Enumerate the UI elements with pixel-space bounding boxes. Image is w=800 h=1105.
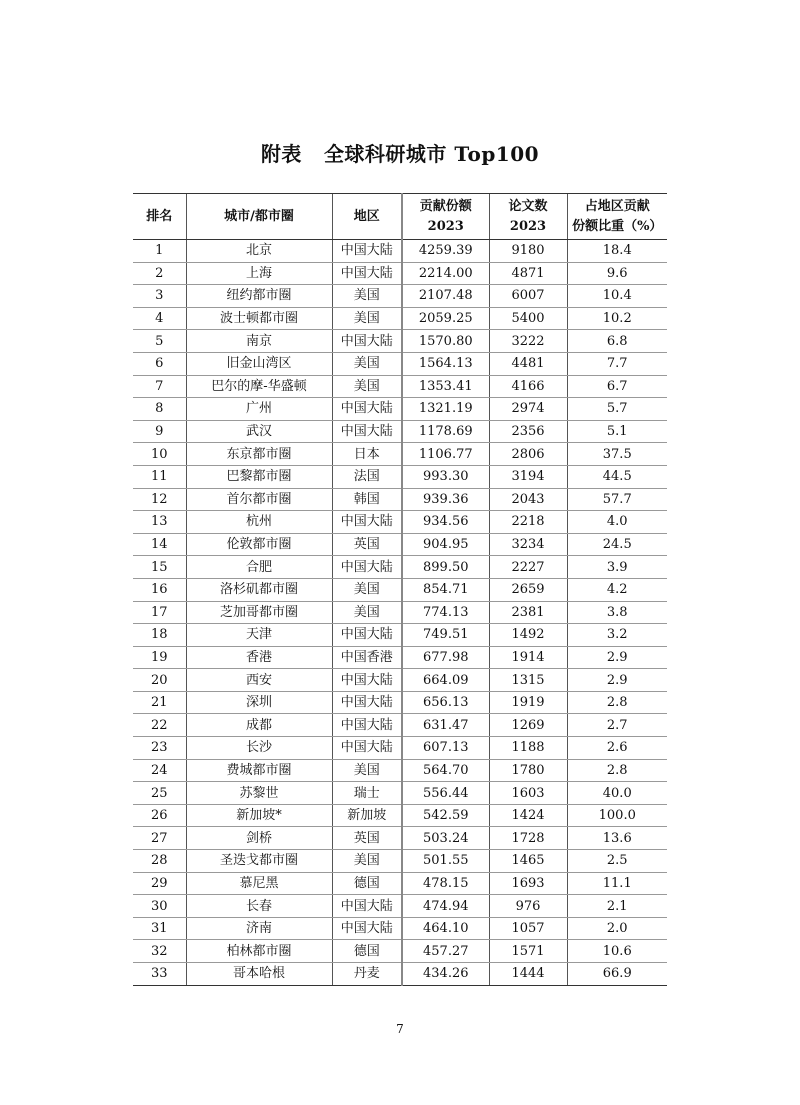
cell-region: 中国大陆	[332, 669, 402, 692]
cell-share-ratio: 2.9	[567, 646, 667, 669]
cell-paper-count: 976	[489, 895, 567, 918]
cell-rank: 28	[133, 850, 186, 873]
cell-city: 香港	[186, 646, 332, 669]
cell-share-ratio: 2.7	[567, 714, 667, 737]
cell-paper-count: 2381	[489, 601, 567, 624]
header-row	[133, 194, 667, 240]
table-row	[133, 804, 667, 827]
cell-share-ratio: 6.8	[567, 330, 667, 353]
cell-contribution-share: 478.15	[402, 872, 489, 895]
cell-region: 中国大陆	[332, 714, 402, 737]
table-row	[133, 601, 667, 624]
cell-city: 长春	[186, 895, 332, 918]
cell-share-ratio: 9.6	[567, 262, 667, 285]
cell-rank: 25	[133, 782, 186, 805]
header-line2: 2023	[427, 218, 464, 234]
cell-city: 巴尔的摩-华盛顿	[186, 375, 332, 398]
cell-contribution-share: 1570.80	[402, 330, 489, 353]
table-row	[133, 895, 667, 918]
cell-paper-count: 1728	[489, 827, 567, 850]
table-row	[133, 827, 667, 850]
cell-city: 圣迭戈都市圈	[186, 850, 332, 873]
cell-paper-count: 4166	[489, 375, 567, 398]
cell-paper-count: 1188	[489, 737, 567, 760]
cell-paper-count: 1603	[489, 782, 567, 805]
table-row	[133, 737, 667, 760]
cell-share-ratio: 2.1	[567, 895, 667, 918]
city-ranking-table	[133, 193, 667, 986]
cell-contribution-share: 656.13	[402, 691, 489, 714]
cell-rank: 11	[133, 465, 186, 488]
cell-rank: 21	[133, 691, 186, 714]
cell-rank: 4	[133, 307, 186, 330]
cell-region: 中国大陆	[332, 420, 402, 443]
header-paper-count	[489, 194, 567, 240]
header-line1: 贡献份额	[419, 198, 472, 214]
cell-rank: 19	[133, 646, 186, 669]
header-line2: 2023	[509, 218, 547, 234]
table-row	[133, 465, 667, 488]
cell-paper-count: 2227	[489, 556, 567, 579]
cell-contribution-share: 1564.13	[402, 352, 489, 375]
cell-region: 中国大陆	[332, 691, 402, 714]
cell-rank: 26	[133, 804, 186, 827]
cell-city: 芝加哥都市圈	[186, 601, 332, 624]
cell-city: 长沙	[186, 737, 332, 760]
cell-region: 美国	[332, 352, 402, 375]
cell-share-ratio: 10.6	[567, 940, 667, 963]
cell-city: 首尔都市圈	[186, 488, 332, 511]
header-line1: 排名	[146, 208, 173, 224]
cell-city: 伦敦都市圈	[186, 533, 332, 556]
cell-rank: 29	[133, 872, 186, 895]
table-body	[133, 240, 667, 986]
cell-rank: 15	[133, 556, 186, 579]
cell-contribution-share: 434.26	[402, 963, 489, 986]
cell-rank: 10	[133, 443, 186, 466]
page-title	[0, 138, 800, 167]
cell-contribution-share: 677.98	[402, 646, 489, 669]
cell-contribution-share: 1178.69	[402, 420, 489, 443]
cell-paper-count: 1780	[489, 759, 567, 782]
cell-city: 慕尼黑	[186, 872, 332, 895]
cell-city: 成都	[186, 714, 332, 737]
cell-city: 哥本哈根	[186, 963, 332, 986]
table-row	[133, 646, 667, 669]
cell-city: 苏黎世	[186, 782, 332, 805]
cell-rank: 27	[133, 827, 186, 850]
cell-city: 纽约都市圈	[186, 285, 332, 308]
cell-region: 中国大陆	[332, 511, 402, 534]
cell-region: 中国大陆	[332, 398, 402, 421]
cell-region: 美国	[332, 578, 402, 601]
header-city	[186, 194, 332, 240]
cell-share-ratio: 13.6	[567, 827, 667, 850]
cell-city: 东京都市圈	[186, 443, 332, 466]
cell-share-ratio: 40.0	[567, 782, 667, 805]
cell-city: 费城都市圈	[186, 759, 332, 782]
cell-paper-count: 5400	[489, 307, 567, 330]
cell-region: 德国	[332, 872, 402, 895]
cell-paper-count: 2356	[489, 420, 567, 443]
table-row	[133, 782, 667, 805]
cell-city: 济南	[186, 917, 332, 940]
header-line1: 城市/都市圈	[224, 208, 294, 224]
cell-region: 日本	[332, 443, 402, 466]
cell-contribution-share: 774.13	[402, 601, 489, 624]
table-row	[133, 940, 667, 963]
cell-contribution-share: 556.44	[402, 782, 489, 805]
cell-city: 天津	[186, 624, 332, 647]
cell-rank: 12	[133, 488, 186, 511]
cell-region: 瑞士	[332, 782, 402, 805]
cell-city: 武汉	[186, 420, 332, 443]
cell-share-ratio: 4.0	[567, 511, 667, 534]
cell-paper-count: 6007	[489, 285, 567, 308]
table-row	[133, 420, 667, 443]
table-row	[133, 488, 667, 511]
table-row	[133, 533, 667, 556]
cell-paper-count: 1571	[489, 940, 567, 963]
cell-share-ratio: 10.2	[567, 307, 667, 330]
table-row	[133, 307, 667, 330]
cell-paper-count: 4481	[489, 352, 567, 375]
cell-share-ratio: 24.5	[567, 533, 667, 556]
table-row	[133, 850, 667, 873]
table-row	[133, 872, 667, 895]
cell-contribution-share: 542.59	[402, 804, 489, 827]
header-line1: 地区	[353, 208, 380, 224]
table-row	[133, 917, 667, 940]
cell-paper-count: 9180	[489, 240, 567, 263]
cell-region: 中国大陆	[332, 330, 402, 353]
cell-region: 中国大陆	[332, 917, 402, 940]
cell-city: 柏林都市圈	[186, 940, 332, 963]
cell-city: 波士顿都市圈	[186, 307, 332, 330]
cell-share-ratio: 100.0	[567, 804, 667, 827]
cell-contribution-share: 749.51	[402, 624, 489, 647]
table-row	[133, 691, 667, 714]
cell-rank: 31	[133, 917, 186, 940]
cell-rank: 17	[133, 601, 186, 624]
cell-paper-count: 1315	[489, 669, 567, 692]
cell-contribution-share: 503.24	[402, 827, 489, 850]
cell-paper-count: 1444	[489, 963, 567, 986]
cell-share-ratio: 66.9	[567, 963, 667, 986]
cell-share-ratio: 5.1	[567, 420, 667, 443]
cell-region: 法国	[332, 465, 402, 488]
header-line1: 占地区贡献	[584, 198, 650, 214]
cell-contribution-share: 993.30	[402, 465, 489, 488]
cell-paper-count: 1693	[489, 872, 567, 895]
cell-city: 新加坡*	[186, 804, 332, 827]
cell-contribution-share: 4259.39	[402, 240, 489, 263]
cell-city: 洛杉矶都市圈	[186, 578, 332, 601]
cell-rank: 1	[133, 240, 186, 263]
cell-share-ratio: 2.6	[567, 737, 667, 760]
cell-share-ratio: 2.8	[567, 759, 667, 782]
header-share-ratio	[567, 194, 667, 240]
cell-paper-count: 1465	[489, 850, 567, 873]
cell-share-ratio: 2.0	[567, 917, 667, 940]
cell-city: 上海	[186, 262, 332, 285]
cell-share-ratio: 3.2	[567, 624, 667, 647]
cell-rank: 20	[133, 669, 186, 692]
cell-contribution-share: 1353.41	[402, 375, 489, 398]
cell-contribution-share: 904.95	[402, 533, 489, 556]
cell-contribution-share: 2214.00	[402, 262, 489, 285]
cell-city: 西安	[186, 669, 332, 692]
cell-city: 北京	[186, 240, 332, 263]
page-number: 7	[396, 1022, 404, 1036]
cell-region: 英国	[332, 827, 402, 850]
cell-city: 旧金山湾区	[186, 352, 332, 375]
cell-rank: 32	[133, 940, 186, 963]
cell-share-ratio: 57.7	[567, 488, 667, 511]
cell-region: 中国大陆	[332, 240, 402, 263]
cell-paper-count: 2659	[489, 578, 567, 601]
cell-contribution-share: 474.94	[402, 895, 489, 918]
cell-rank: 6	[133, 352, 186, 375]
cell-share-ratio: 37.5	[567, 443, 667, 466]
cell-paper-count: 3222	[489, 330, 567, 353]
cell-paper-count: 1057	[489, 917, 567, 940]
cell-paper-count: 4871	[489, 262, 567, 285]
cell-paper-count: 2974	[489, 398, 567, 421]
cell-region: 中国大陆	[332, 624, 402, 647]
cell-rank: 2	[133, 262, 186, 285]
cell-rank: 16	[133, 578, 186, 601]
cell-contribution-share: 564.70	[402, 759, 489, 782]
cell-contribution-share: 664.09	[402, 669, 489, 692]
cell-city: 南京	[186, 330, 332, 353]
cell-rank: 24	[133, 759, 186, 782]
cell-city: 合肥	[186, 556, 332, 579]
table-row	[133, 240, 667, 263]
cell-rank: 9	[133, 420, 186, 443]
cell-share-ratio: 11.1	[567, 872, 667, 895]
header-line2: 份额比重（%）	[572, 218, 663, 234]
cell-region: 丹麦	[332, 963, 402, 986]
cell-region: 美国	[332, 850, 402, 873]
cell-share-ratio: 18.4	[567, 240, 667, 263]
cell-region: 德国	[332, 940, 402, 963]
cell-region: 美国	[332, 285, 402, 308]
cell-contribution-share: 854.71	[402, 578, 489, 601]
cell-share-ratio: 5.7	[567, 398, 667, 421]
cell-region: 中国香港	[332, 646, 402, 669]
cell-city: 广州	[186, 398, 332, 421]
header-line1: 论文数	[508, 198, 548, 214]
table-row	[133, 262, 667, 285]
table-row	[133, 669, 667, 692]
cell-contribution-share: 2107.48	[402, 285, 489, 308]
table-row	[133, 556, 667, 579]
cell-contribution-share: 607.13	[402, 737, 489, 760]
cell-paper-count: 2806	[489, 443, 567, 466]
cell-rank: 7	[133, 375, 186, 398]
cell-share-ratio: 3.8	[567, 601, 667, 624]
title-prefix: 附表	[260, 142, 302, 166]
cell-rank: 22	[133, 714, 186, 737]
cell-share-ratio: 7.7	[567, 352, 667, 375]
cell-contribution-share: 934.56	[402, 511, 489, 534]
cell-region: 美国	[332, 307, 402, 330]
cell-rank: 14	[133, 533, 186, 556]
table-row	[133, 330, 667, 353]
table-row	[133, 443, 667, 466]
cell-paper-count: 1914	[489, 646, 567, 669]
table-row	[133, 398, 667, 421]
cell-region: 美国	[332, 759, 402, 782]
cell-city: 剑桥	[186, 827, 332, 850]
cell-contribution-share: 1106.77	[402, 443, 489, 466]
cell-contribution-share: 939.36	[402, 488, 489, 511]
cell-share-ratio: 4.2	[567, 578, 667, 601]
cell-rank: 18	[133, 624, 186, 647]
cell-share-ratio: 2.9	[567, 669, 667, 692]
table-row	[133, 963, 667, 986]
cell-contribution-share: 899.50	[402, 556, 489, 579]
cell-share-ratio: 44.5	[567, 465, 667, 488]
cell-paper-count: 3194	[489, 465, 567, 488]
cell-city: 深圳	[186, 691, 332, 714]
table-row	[133, 714, 667, 737]
table-row	[133, 352, 667, 375]
cell-share-ratio: 6.7	[567, 375, 667, 398]
cell-city: 杭州	[186, 511, 332, 534]
cell-share-ratio: 3.9	[567, 556, 667, 579]
table-row	[133, 375, 667, 398]
cell-contribution-share: 464.10	[402, 917, 489, 940]
cell-share-ratio: 2.5	[567, 850, 667, 873]
cell-paper-count: 1269	[489, 714, 567, 737]
cell-paper-count: 1492	[489, 624, 567, 647]
cell-share-ratio: 10.4	[567, 285, 667, 308]
cell-region: 美国	[332, 375, 402, 398]
cell-rank: 8	[133, 398, 186, 421]
cell-rank: 3	[133, 285, 186, 308]
cell-region: 中国大陆	[332, 262, 402, 285]
cell-region: 中国大陆	[332, 737, 402, 760]
table-row	[133, 285, 667, 308]
cell-paper-count: 3234	[489, 533, 567, 556]
cell-region: 中国大陆	[332, 895, 402, 918]
cell-rank: 5	[133, 330, 186, 353]
cell-contribution-share: 2059.25	[402, 307, 489, 330]
header-contribution-share	[402, 194, 489, 240]
cell-contribution-share: 1321.19	[402, 398, 489, 421]
table-row	[133, 624, 667, 647]
cell-region: 英国	[332, 533, 402, 556]
cell-city: 巴黎都市圈	[186, 465, 332, 488]
cell-contribution-share: 501.55	[402, 850, 489, 873]
table-row	[133, 759, 667, 782]
header-rank	[133, 194, 186, 240]
cell-rank: 23	[133, 737, 186, 760]
table-row	[133, 511, 667, 534]
cell-contribution-share: 457.27	[402, 940, 489, 963]
cell-paper-count: 2218	[489, 511, 567, 534]
cell-region: 美国	[332, 601, 402, 624]
cell-paper-count: 1424	[489, 804, 567, 827]
cell-paper-count: 2043	[489, 488, 567, 511]
cell-region: 新加坡	[332, 804, 402, 827]
cell-region: 中国大陆	[332, 556, 402, 579]
table-row	[133, 578, 667, 601]
cell-rank: 33	[133, 963, 186, 986]
cell-rank: 13	[133, 511, 186, 534]
title-main: 全球科研城市 Top100	[323, 142, 540, 166]
header-region	[332, 194, 402, 240]
cell-paper-count: 1919	[489, 691, 567, 714]
cell-contribution-share: 631.47	[402, 714, 489, 737]
cell-region: 韩国	[332, 488, 402, 511]
cell-rank: 30	[133, 895, 186, 918]
cell-share-ratio: 2.8	[567, 691, 667, 714]
